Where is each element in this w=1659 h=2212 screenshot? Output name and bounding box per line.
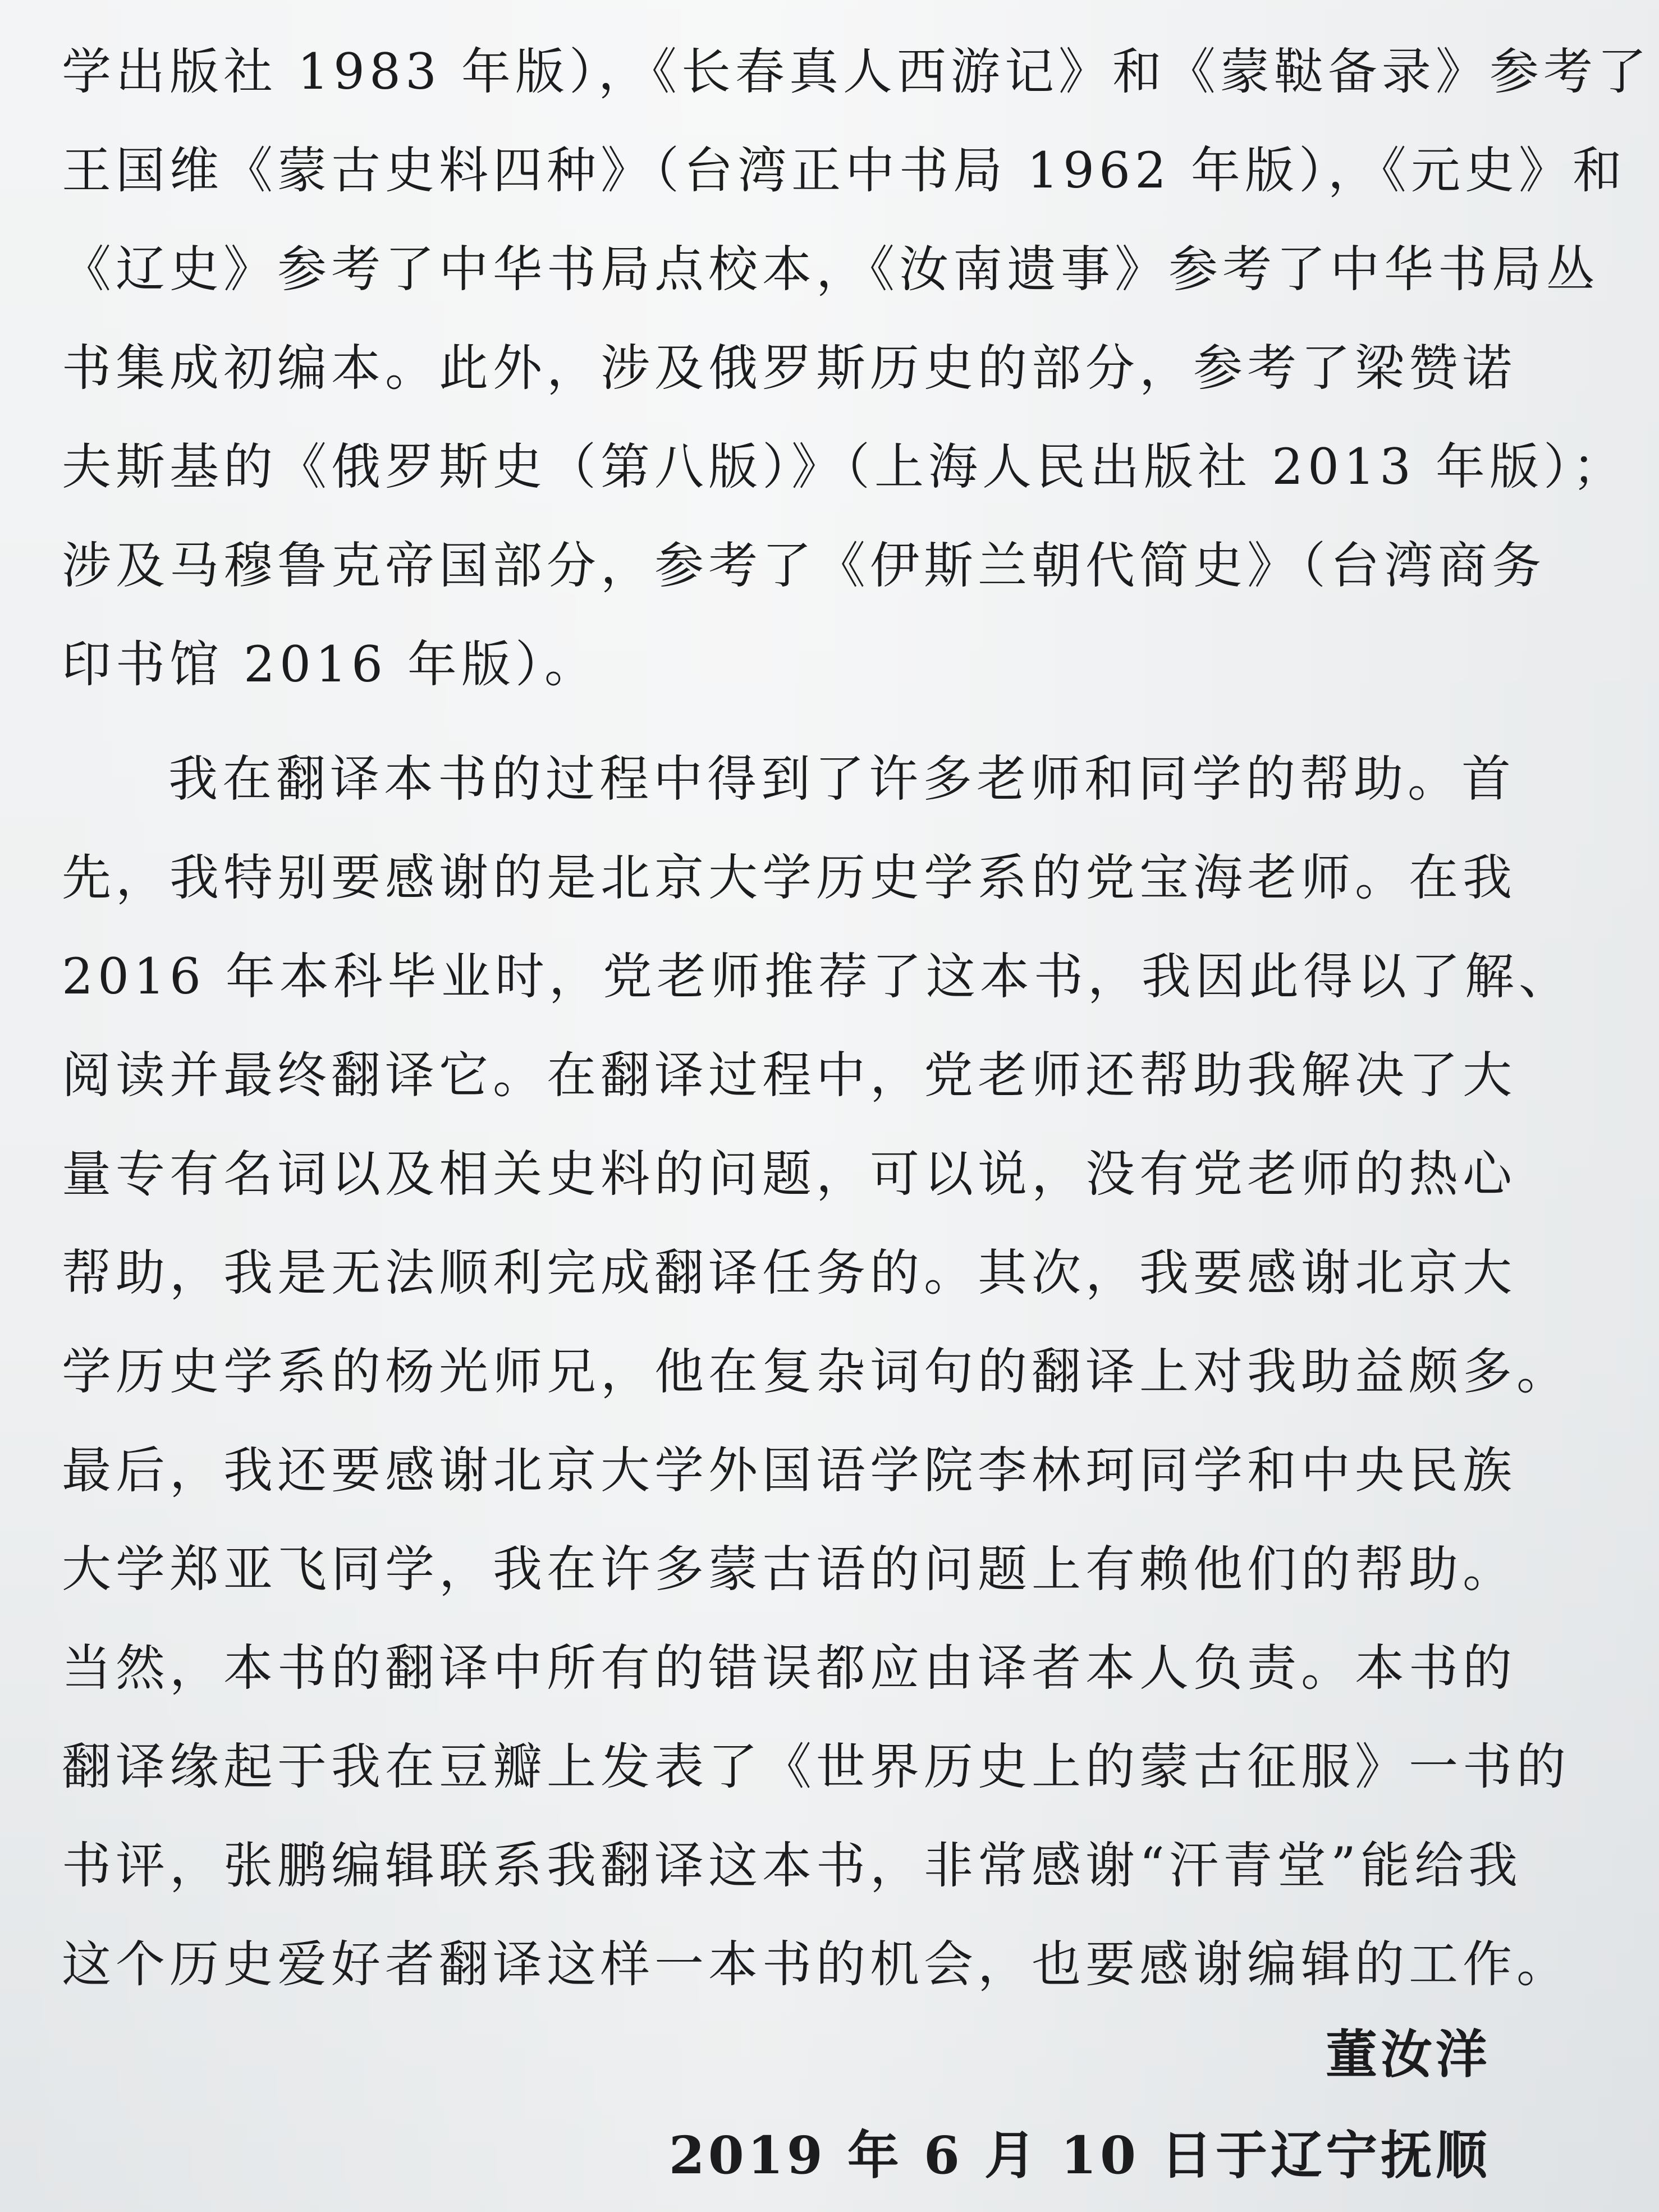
text-line: 书集成初编本。此外，涉及俄罗斯历史的部分，参考了梁赞诺 [62,339,1517,397]
text-line: 我在翻译本书的过程中得到了许多老师和同学的帮助。首 [168,750,1516,808]
text-line: 这个历史爱好者翻译这样一本书的机会，也要感谢编辑的工作。 [62,1935,1571,1993]
translator-signature: 董汝洋 [1325,2024,1491,2085]
text-line: 夫斯基的《俄罗斯史（第八版）》（上海人民出版社 2013 年版）； [62,438,1626,496]
text-line: 2016 年本科毕业时，党老师推荐了这本书，我因此得以了解、 [62,947,1573,1005]
text-line: 学历史学系的杨光师兄，他在复杂词句的翻译上对我助益颇多。 [62,1343,1571,1400]
text-line: 阅读并最终翻译它。在翻译过程中，党老师还帮助我解决了大 [62,1046,1517,1104]
text-line: 翻译缘起于我在豆瓣上发表了《世界历史上的蒙古征服》一书的 [62,1738,1571,1796]
text-line: 帮助，我是无法顺利完成翻译任务的。其次，我要感谢北京大 [62,1244,1517,1302]
text-line: 最后，我还要感谢北京大学外国语学院李林珂同学和中央民族 [62,1441,1517,1499]
text-line: 当然，本书的翻译中所有的错误都应由译者本人负责。本书的 [62,1639,1517,1697]
text-line: 量专有名词以及相关史料的问题，可以说，没有党老师的热心 [62,1145,1517,1203]
text-line: 涉及马穆鲁克帝国部分，参考了《伊斯兰朝代简史》（台湾商务 [62,537,1546,594]
text-line: 大学郑亚飞同学，我在许多蒙古语的问题上有赖他们的帮助。 [62,1540,1517,1598]
text-line: 《辽史》参考了中华书局点校本，《汝南遗事》参考了中华书局丛 [62,240,1600,298]
text-line: 先，我特别要感谢的是北京大学历史学系的党宝海老师。在我 [62,849,1517,906]
paragraph-acknowledgements [62,730,1573,2014]
text-line: 王国维《蒙古史料四种》（台湾正中书局 1962 年版），《元史》和 [62,141,1626,199]
signature-date: 2019 年 6 月 10 日于辽宁抚顺 [668,2125,1491,2186]
text-line: 印书馆 2016 年版）。 [62,635,598,693]
paragraph-references [62,22,1651,714]
text-line: 学出版社 1983 年版），《长春真人西游记》和《蒙鞑备录》参考了 [62,43,1651,100]
text-line: 书评，张鹏编辑联系我翻译这本书，非常感谢“汗青堂”能给我 [62,1837,1522,1894]
